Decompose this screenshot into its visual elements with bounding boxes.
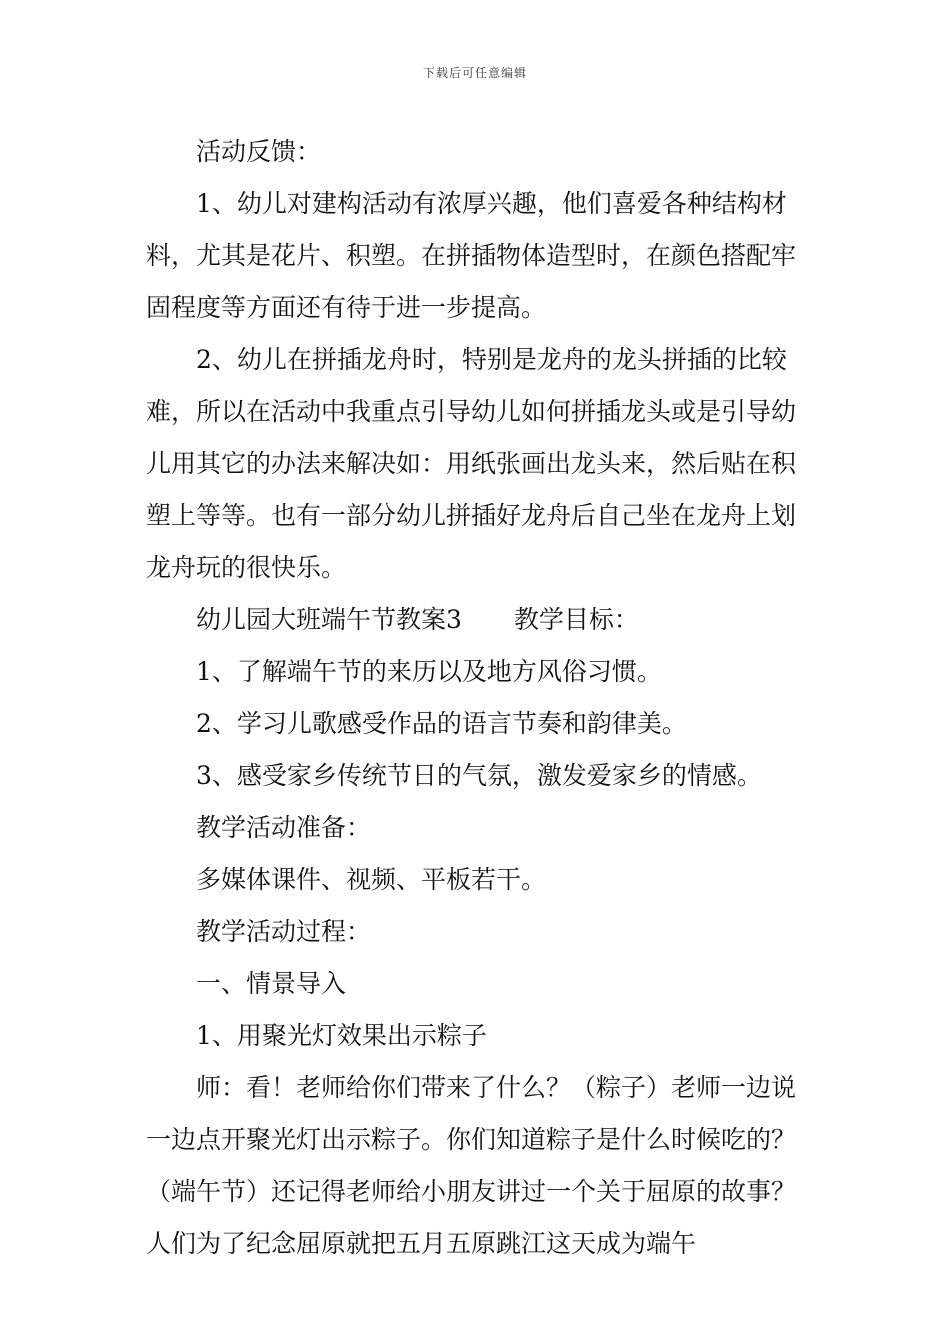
goal-label: 教学目标：	[513, 605, 639, 634]
paragraph-goal-3: 3、感受家乡传统节日的气氛，激发爱家乡的情感。	[196, 761, 762, 790]
paragraph-feedback-heading: 活动反馈：	[196, 137, 322, 166]
paragraph-lesson-title	[146, 594, 808, 646]
paragraph-step-1: 1、用聚光灯效果出示粽子	[196, 1021, 487, 1050]
paragraph-prep-heading: 教学活动准备：	[196, 813, 372, 842]
paragraph-goal-2: 2、学习儿歌感受作品的语言节奏和韵律美。	[196, 709, 687, 738]
paragraph-feedback-1: 1、幼儿对建构活动有浓厚兴趣，他们喜爱各种结构材料，尤其是花片、积塑。在拼插物体造型时，在颜色搭配牢固程度等方面还有待于进一步提高。	[146, 189, 797, 322]
paragraph-feedback-2: 2、幼儿在拼插龙舟时，特别是龙舟的龙头拼插的比较难，所以在活动中我重点引导幼儿如何拼插龙头或是引导幼儿用其它的办法来解决如：用纸张画出龙头来，然后贴在积塑上等等。也有一部分幼儿拼插好龙舟后自己坐在龙舟上划龙舟玩的很快乐。	[146, 345, 797, 582]
lesson-title: 幼儿园大班端午节教案3	[196, 605, 462, 634]
paragraph-process-heading: 教学活动过程：	[196, 917, 372, 946]
paragraph-prep-content: 多媒体课件、视频、平板若干。	[196, 865, 547, 894]
paragraph-goal-1: 1、了解端午节的来历以及地方风俗习惯。	[196, 657, 662, 686]
paragraph-section-1: 一、情景导入	[196, 969, 347, 998]
page-header: 下载后可任意编辑	[422, 66, 527, 80]
paragraph-teacher-dialogue: 师：看！老师给你们带来了什么？（粽子）老师一边说一边点开聚光灯出示粽子。你们知道粽子是什么时候吃的？（端午节）还记得老师给小朋友讲过一个关于屈原的故事？人们为了纪念屈原就把五月五原跳江这天成为端午	[146, 1073, 797, 1258]
document-body	[146, 126, 808, 1270]
